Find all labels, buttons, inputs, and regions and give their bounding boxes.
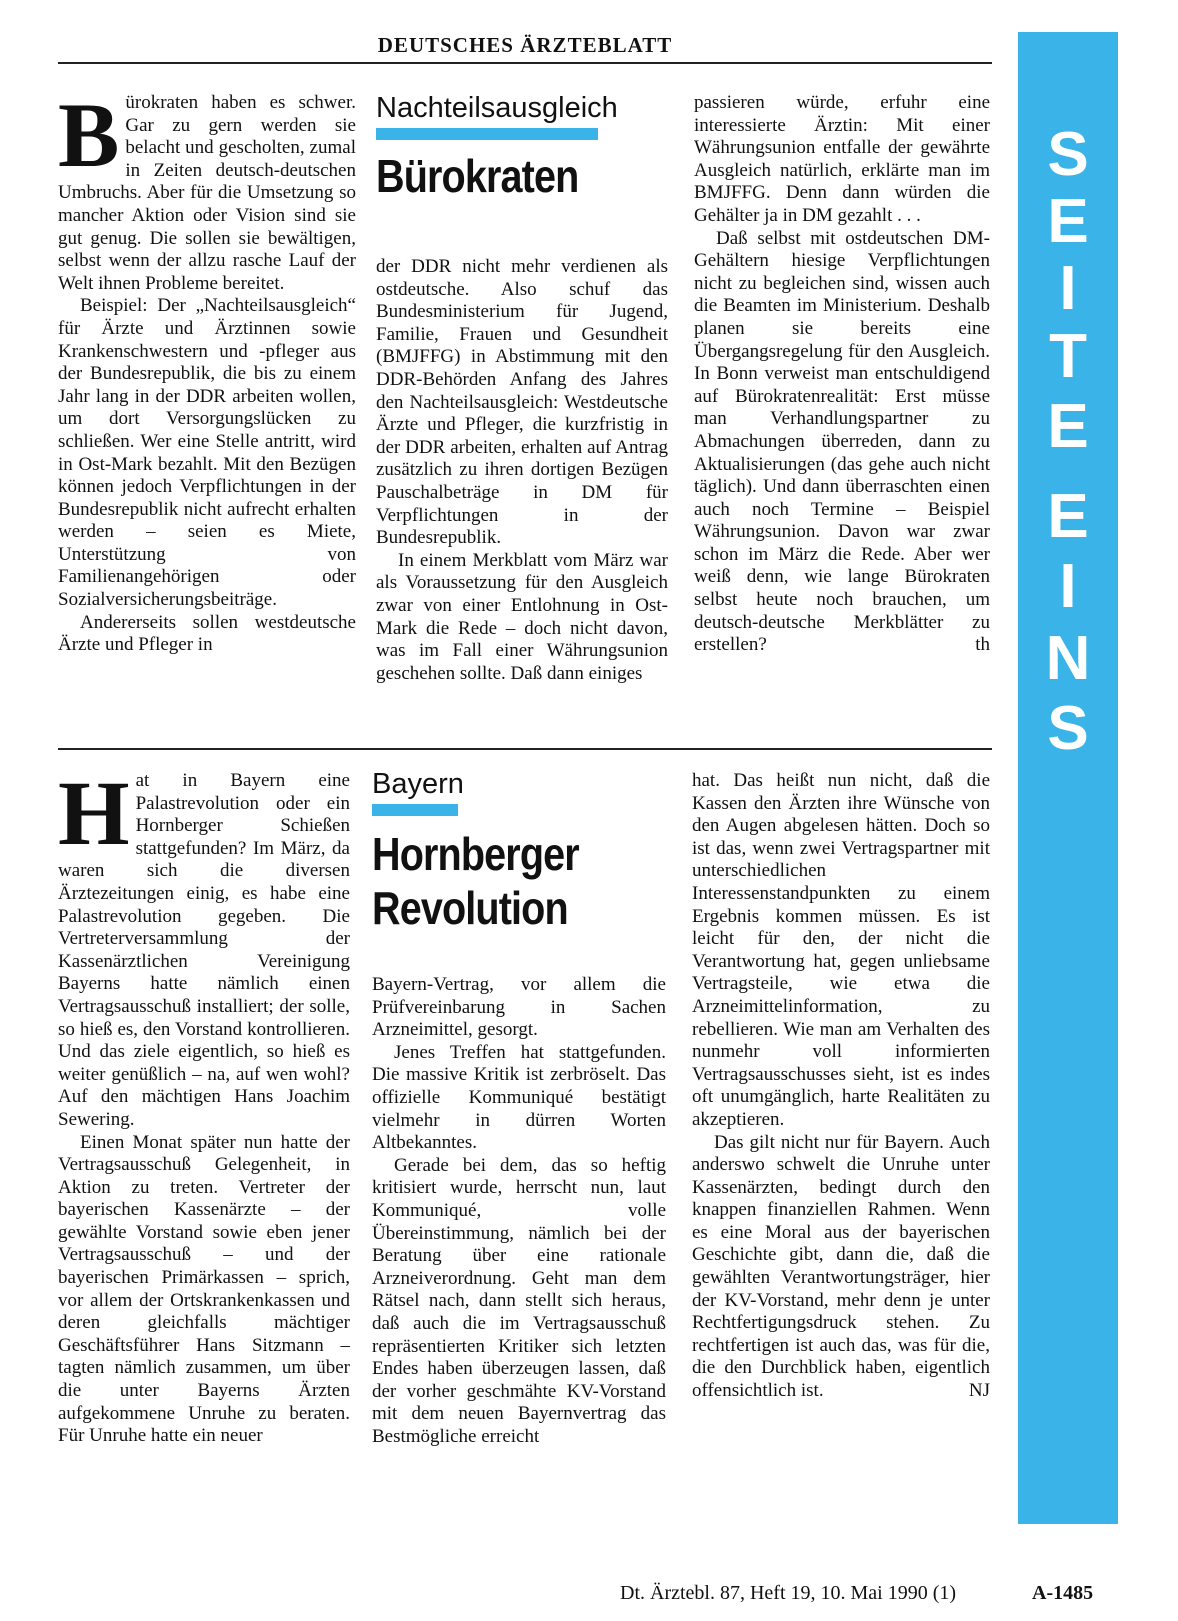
paragraph: hat. Das heißt nun nicht, daß die Kassen den Ärzten ihre Wünsche von den Augen abgelesen hätten. Doch so ist das, wenn zwei Vertragspartner mit unterschiedlichen Interessenstandpunkten zu einem Ergebnis kommen müssen. Es ist leicht für den, der nicht die Verantwortung hat, gegen unliebsame Vertragsteile, wie etwa die Arzneimittelinformation, zu rebellieren. Wie man am Verhalten des nunmehr voll informierten Vertragsausschusses sieht, ist es indes oft unumgänglich, harte Realitäten zu akzeptieren.: [692, 770, 990, 1130]
sidebar-letter: E: [1047, 482, 1089, 551]
dropcap: B: [58, 84, 120, 186]
paragraph: Das gilt nicht nur für Bayern. Auch anderswo schwelt die Unruhe unter Kassenärzten, bedingt durch den knappen finanziellen Rahmen. Wenn es eine Moral aus der bayerischen Geschichte gibt, dann die, daß die gewählten Verantwortungsträger, hier der KV-Vorstand, mehr denn je unter Rechtfertigungsdruck stehen. Zu rechtfertigen ist auch das, was für die, die den Durchblick haben, eigentlich offensichtlich ist.: [692, 1131, 990, 1402]
paragraph: Jenes Treffen hat stattgefunden. Die massive Kritik ist zerbröselt. Das offizielle Kommuniqué bestätigt vielmehr in dürren Worten Altbekanntes.: [372, 1041, 666, 1154]
paragraph: Beispiel: Der „Nachteilsausgleich“ für Ärzte und Ärztinnen sowie Krankenschwestern und -pfleger aus der Bundesrepublik, die bis zu einem Jahr lang in der DDR arbeiten wollen, um dort Versorgungslücken zu schließen. Wer eine Stelle antritt, wird in Ost-Mark bezahlt. Mit den Bezügen können jedoch Verpflichtungen in der Bundesrepublik nicht aufrecht erhalten werden – seien es Miete, Unterstützung von Familienangehörigen oder Sozialversicherungsbeiträge.: [58, 295, 356, 611]
sidebar-letter: E: [1047, 392, 1089, 461]
footer-citation: Dt. Ärztebl. 87, Heft 19, 10. Mai 1990 (1): [620, 1582, 957, 1604]
article2-headline-line2: Revolution: [372, 882, 568, 934]
article1-column1: [58, 84, 356, 657]
article1-headline: Bürokraten: [376, 150, 579, 202]
article2-kicker: Bayern: [372, 768, 464, 800]
paragraph: ürokraten haben es schwer. Gar zu gern werden sie belacht und gescholten, zumal in Zeiten deutsch-deutschen Umbruchs. Aber für die Umsetzung so mancher Aktion oder Vision sind sie gut genug. Die sollen sie bewältigen, selbst wenn der allzu rasche Lauf der Welt ihnen Probleme bereitet.: [58, 92, 356, 294]
paragraph: at in Bayern eine Palastrevolution oder ein Hornberger Schießen stattgefunden? Im März, da waren sich die diversen Ärztezeitungen einig, es habe eine Palastrevolution gegeben. Die Vertreterversammlung der Kassenärztlichen Vereinigung Bayerns hatte nämlich einen Vertragsausschuß installiert; der solle, so hieß es, den Vorstand kontrollieren. Und das ziele eigentlich, so hieß es weiter genüßlich – na, auf wen wohl? Auf den mächtigen Hans Joachim Sewering.: [58, 770, 350, 1130]
paragraph: In einem Merkblatt vom März war als Voraussetzung für den Ausgleich zwar von einer Entlohnung in Ost-Mark die Rede – doch nicht davon, was im Fall einer Währungsunion geschehen sollte. Daß dann einiges: [376, 549, 668, 684]
article2-column3: [692, 770, 990, 1403]
masthead: DEUTSCHES ÄRZTEBLATT: [58, 28, 992, 64]
article2-headline-line1: Hornberger: [372, 828, 579, 880]
paragraph: Einen Monat später nun hatte der Vertragsausschuß Gelegenheit, in Aktion zu treten. Vertreter der bayerischen Kassenärzte – der gewählte Vorstand sowie eben jener Vertragsausschuß – und der bayerischen Primärkassen – sprich, vor allem der Ortskrankenkassen und deren gleichfalls mächtiger Geschäftsführer Hans Sitzmann – tagten nämlich zusammen, um über die unter Bayerns Ärzten aufgekommene Unruhe zu beraten. Für Unruhe hatte ein neuer: [58, 1131, 350, 1447]
page-number: A-1485: [1032, 1582, 1094, 1604]
paragraph: Daß selbst mit ostdeutschen DM-Gehältern hiesige Verpflichtungen nicht zu begleichen sind, wissen auch die Beamten im Ministerium. Deshalb planen sie bereits eine Übergangsregelung für den Ausgleich. In Bonn verweist man entschuldigend auf Bürokratenrealität: Erst müsse man Verhandlungspartner zu Abmachungen überreden, dann zu Aktualisierungen (das gehe auch nicht täglich). Und dann überraschten einen auch noch Termine – Beispiel Währungsunion. Davon war zwar schon im März die Rede. Aber wer weiß denn, wie lange Bürokraten selbst heute noch brauchen, um deutsch-deutsche Merkblätter zu erstellen?: [694, 227, 990, 656]
sidebar-letter: S: [1047, 694, 1089, 763]
kicker-bar: [372, 804, 458, 816]
dropcap: H: [58, 762, 130, 864]
sidebar-banner: [1018, 32, 1118, 1524]
article-divider: [58, 748, 992, 750]
author-signature: th: [975, 634, 990, 656]
article2-column1: [58, 762, 350, 1448]
paragraph: passieren würde, erfuhr eine interessierte Ärztin: Mit einer Währungsunion entfalle der gewährte Ausgleich natürlich, erklärte man im BMJFFG. Denn dann würden die Gehälter ja in DM gezahlt . . .: [694, 92, 990, 226]
article1-kicker: Nachteilsausgleich: [376, 92, 618, 124]
sidebar-letter: N: [1045, 624, 1091, 693]
paragraph: Gerade bei dem, das so heftig kritisiert wurde, herrscht nun, laut Kommuniqué, volle Übereinstimmung, nämlich bei der Beratung über eine rationale Arzneiverordnung. Geht man dem Rätsel nach, dann stellt sich heraus, daß auch die im Vertragsausschuß repräsentierten Kritiker sich letzten Endes haben überzeugen lassen, daß der vorher geschmähte KV-Vorstand mit dem neuen Bayernvertrag das Bestmögliche erreicht: [372, 1154, 666, 1447]
sidebar-letter: E: [1047, 187, 1089, 256]
article2-column2: [372, 974, 666, 1448]
sidebar-letter: S: [1047, 120, 1089, 189]
sidebar-letter: T: [1049, 322, 1087, 391]
kicker-bar: [376, 128, 598, 140]
paragraph: der DDR nicht mehr verdienen als ostdeutsche. Also schuf das Bundesministerium für Jugend, Familie, Frauen und Gesundheit (BMJFFG) in Abstimmung mit den DDR-Behörden Anfang des Jahres den Nachteilsausgleich: Westdeutsche Ärzte und Pfleger, die kurzfristig in der DDR arbeiten, erhalten auf Antrag zusätzlich zu ihren dortigen Bezügen Pauschalbeträge in DM für Verpflichtungen in der Bundesrepublik.: [376, 256, 668, 549]
paragraph: Bayern-Vertrag, vor allem die Prüfvereinbarung in Sachen Arzneimittel, gesorgt.: [372, 974, 666, 1041]
paragraph: Andererseits sollen westdeutsche Ärzte und Pfleger in: [58, 611, 356, 656]
article1-column3: [694, 92, 990, 657]
author-signature: NJ: [968, 1380, 990, 1402]
sidebar-letter: I: [1059, 552, 1077, 621]
article1-column2: [376, 256, 668, 685]
sidebar-letter: I: [1059, 254, 1077, 323]
